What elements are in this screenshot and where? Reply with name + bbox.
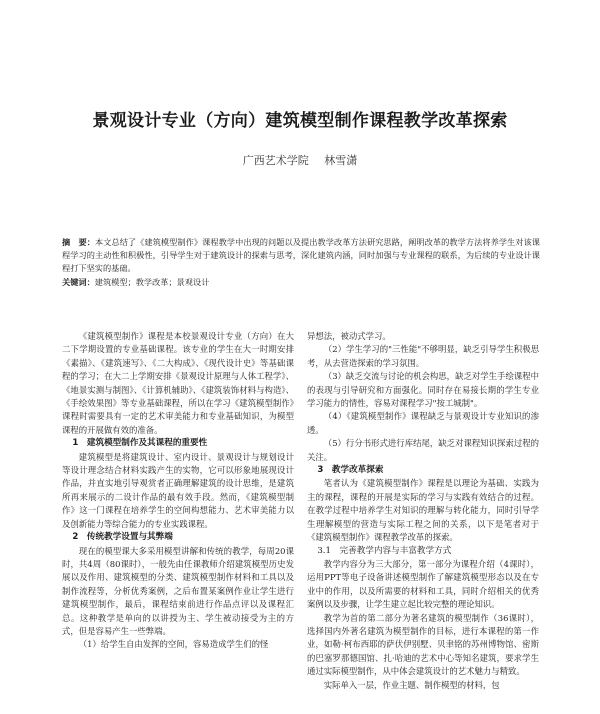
keywords — [62, 276, 540, 289]
paragraph: 异想法，被动式学习。 — [307, 331, 391, 341]
author: 林雪潇 — [324, 154, 358, 167]
institution: 广西艺术学院 — [242, 154, 309, 167]
page-title: 景观设计专业（方向）建筑模型制作课程教学改革探索 — [92, 111, 508, 131]
paragraph: 现在的模型课大多采用模型讲解和传统的教学，每周20课时，共4周（80课时），一般先由任课教师介绍建筑模型历史发展以及作用、建筑模型的分类、建筑模型制作材料和工具以及制作流程等，分析优秀案例，之后布置某案例作业让学生进行建筑模型制作，最后，课程结束前进行作品点评以及课程汇总。这种教学是单向的以讲授为主、学生被动接受为主的方式，但是容易产生一些弊端。 — [62, 545, 294, 636]
paragraph: （1）给学生自由发挥的空间，容易造成学生们的怪 — [78, 639, 269, 650]
section-heading: 2 传统教学设置与其弊端 — [72, 532, 173, 543]
abstract-label: 摘 要： — [62, 237, 95, 247]
paragraph: （4）《建筑模型制作》课程缺乏与景观设计专业知识的渗透。 — [307, 411, 539, 435]
keywords-text: 建筑模型；教学改革；景观设计 — [94, 277, 210, 287]
paragraph: （5）行分书形式进行库结尾，缺乏对课程知识探索过程的关注。 — [307, 438, 539, 462]
subsection-heading: 3.1 完善教学内容与丰富教学方式 — [317, 545, 452, 556]
abstract-text: 本文总结了《建筑模型制作》课程教学中出现的问题以及提出教学改革方法研究思路，阐明改革的教学方法将养学生对该课程学习的主动性和积极性，引导学生对于建筑设计的探索与思考，深化建筑内涵，同时加强与专业课程的联系，为后续的专业设计课程打下坚实的基础。 — [62, 237, 540, 274]
paragraph: 笔者认为《建筑模型制作》课程是以理论为基础、实践为主的课程，课程的开展是实际的学习与实践有效结合的过程。在教学过程中培养学生对知识的理解与转化能力，同时引导学生理解模型的营造与实际工程之间的关系，以下是笔者对于《建筑模型制作》课程教学改革的探索。 — [307, 478, 539, 543]
right-column — [307, 330, 539, 692]
paragraph: （2）学生学习的"三性能"不够明显，缺乏引导学生积极思考，从去营造探索的学习氛围。 — [307, 344, 539, 368]
byline — [0, 152, 600, 168]
paragraph: 教学为首的第二部分为著名建筑的模型制作（36课时），选择国内外著名建筑为模型制作的目标，进行本课程的第一作业，如勒·柯布西耶的萨伏伊别墅、贝聿铭的苏州博物馆、密斯的巴塞罗那德国馆、扎·哈迪的艺术中心等知名建筑，要求学生通过实际模型制作，从中体会建筑设计的艺术魅力与精致。 — [307, 612, 539, 677]
paragraph: 《建筑模型制作》课程是本校景观设计专业（方向）在大二下学期设置的专业基础课程。该专业的学生在大一时期安排《素描》、《建筑速写》、《二大构成》、《现代设计史》等基础课程的学习；在大二上学期安排《景观设计原理与人体工程学》、《地景实测与制图》、《计算机辅助》、《建筑装饰材料与构造》、《手绘效果图》等专业基础课程，所以在学习《建筑模型制作》课程时需要具有一定的艺术审美能力和专业基础知识，为模型课程的开展做有效的准备。 — [62, 331, 294, 435]
paragraph: （3）缺乏交流与讨论的机会构思，缺乏对学生手绘课程中的表现与引导研究和方面强化。同时存在易接长期的学生专业学习能力的情性，容易对课程学习"按工城制"。 — [307, 371, 539, 409]
keywords-label: 关键词： — [62, 277, 95, 287]
left-column — [62, 330, 294, 652]
paragraph: 教学内容分为三大部分，第一部分为课程介绍（4课时），运用PPT等电子设备讲述模型制作了解建筑模型形态以及在专业中的作用，以及所需要的材料和工具，同时介绍相关的优秀案例以及步骤，让学生建立起比较完整的理论知识。 — [307, 558, 539, 610]
section-heading: 3 教学改革探索 — [317, 465, 384, 476]
abstract — [62, 236, 540, 276]
paragraph: 建筑模型是将建筑设计、室内设计、景观设计与规划设计等设计理念结合材料实践产生的实物，它可以形象地展现设计作品，并直实地引导观赏者正确理解建筑的设计思维，是建筑所再来展示的二设计作品的最有效手段。然而，《建筑模型制作》这一门课程在培养学生的空间构想能力、艺术审美能力以及创新能力等综合能力的专业实践课程。 — [62, 451, 294, 529]
section-heading: 1 建筑模型制作及其课程的重要性 — [72, 438, 208, 449]
paragraph: 实际单入一层，作业主题、制作模型的材料，包 — [323, 679, 500, 690]
